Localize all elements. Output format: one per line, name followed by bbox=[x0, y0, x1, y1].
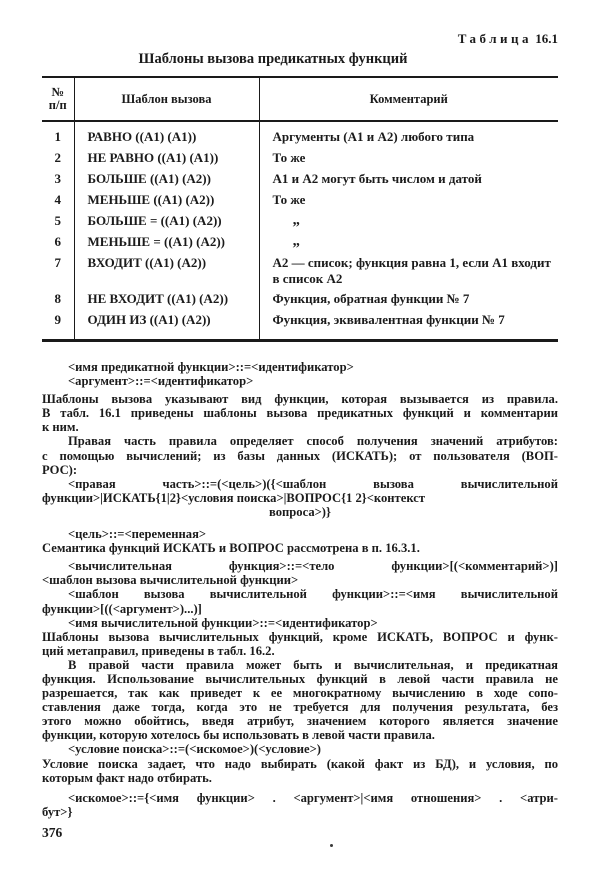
row-number-cell: 7 bbox=[42, 252, 74, 288]
comment-cell: А1 и А2 могут быть числом и датой bbox=[272, 171, 482, 186]
row-number-cell: 2 bbox=[42, 147, 74, 168]
table-body bbox=[42, 121, 558, 341]
text-line: разрешается, так как приведет к ее многократному вычислению в ходе сопо- bbox=[42, 686, 558, 701]
text-line: вопроса>)} bbox=[269, 504, 331, 519]
table-row bbox=[42, 288, 558, 309]
template-cell: РАВНО ((А1) (А1)) bbox=[74, 121, 259, 147]
table-caption-word: Таблица bbox=[457, 31, 532, 46]
column-header-num-line1: № bbox=[51, 85, 65, 99]
text-line: Шаблоны вызова указывают вид функции, которая вызывается из правила. bbox=[42, 392, 558, 407]
column-header-num-line2: п/п bbox=[48, 98, 67, 112]
table-row bbox=[42, 231, 558, 252]
table-header bbox=[42, 77, 558, 121]
text-line: <имя предикатной функции>::=<идентификатор> bbox=[68, 360, 354, 374]
row-number-cell: 5 bbox=[42, 210, 74, 231]
text-line: <цель>::=<переменная> bbox=[68, 527, 207, 542]
comment-cell: Функция, обратная функции № 7 bbox=[272, 291, 470, 306]
text-line: Семантика функций ИСКАТЬ и ВОПРОС рассмотрена в п. 16.3.1. bbox=[42, 541, 420, 556]
comment-cell: „ bbox=[292, 233, 300, 249]
ink-speck bbox=[330, 844, 333, 847]
text-line: к ним. bbox=[42, 420, 79, 435]
comment-cell: Аргументы (А1 и А2) любого типа bbox=[272, 129, 475, 144]
column-header-template: Шаблон вызова bbox=[74, 77, 259, 121]
text-line: функции, которую хотелось бы использовать в левой части правила. bbox=[42, 728, 435, 743]
comment-cell: А2 — список; функция равна 1, если А1 входит в список А2 bbox=[272, 255, 551, 286]
text-line: этого можно обойтись, введя атрибут, значением которого является значение bbox=[42, 714, 558, 729]
text-line: В табл. 16.1 приведены шаблоны вызова предикатных функций и комментарии bbox=[42, 406, 558, 421]
table-row bbox=[42, 147, 558, 168]
text-line: Условие поиска задает, что надо выбирать (какой факт из БД), и условия, по bbox=[42, 756, 558, 771]
table-caption-number: 16.1 bbox=[535, 31, 558, 46]
template-cell: ОДИН ИЗ ((А1) (А2)) bbox=[74, 309, 259, 341]
table-caption bbox=[42, 32, 558, 46]
template-cell: БОЛЬШЕ ((А1) (А2)) bbox=[74, 168, 259, 189]
row-number-cell: 8 bbox=[42, 288, 74, 309]
page-content bbox=[42, 32, 558, 819]
text-line: с помощью вычислений; из базы данных (ИСКАТЬ); от пользователя (ВОП- bbox=[42, 448, 558, 463]
table-row bbox=[42, 252, 558, 288]
table-row bbox=[42, 121, 558, 147]
text-line: <вычислительная функция>::=<тело функции>[(<комментарий>)] bbox=[68, 559, 558, 574]
row-number-cell: 4 bbox=[42, 189, 74, 210]
text-line: бут>} bbox=[42, 804, 73, 819]
comment-cell: То же bbox=[272, 150, 306, 165]
text-line: которым факт надо отбирать. bbox=[42, 770, 212, 785]
table-row bbox=[42, 309, 558, 341]
text-line: Правая часть правила определяет способ получения значений атрибутов: bbox=[68, 434, 558, 449]
comment-cell: „ bbox=[292, 212, 300, 228]
body-text bbox=[42, 360, 558, 819]
text-line: РОС): bbox=[42, 462, 78, 477]
text-line: <шаблон вызова вычислительной функции>::=<имя вычислительной bbox=[68, 587, 558, 602]
template-cell: НЕ ВХОДИТ ((А1) (А2)) bbox=[74, 288, 259, 309]
page-number: 376 bbox=[42, 825, 63, 840]
text-line: ставления даже тогда, когда это не требуется для получения результата, без bbox=[42, 700, 558, 715]
predicate-functions-table bbox=[42, 76, 558, 342]
text-line: <правая часть>::=(<цель>)({<шаблон вызова вычислительной bbox=[68, 476, 558, 491]
text-line: <аргумент>::=<идентификатор> bbox=[68, 374, 254, 389]
document-title: Шаблоны вызова предикатных функций bbox=[138, 51, 408, 67]
row-number-cell: 9 bbox=[42, 309, 74, 341]
comment-cell: То же bbox=[272, 192, 306, 207]
text-line: Шаблоны вызова вычислительных функций, кроме ИСКАТЬ, ВОПРОС и функ- bbox=[42, 629, 558, 644]
table-header-row bbox=[42, 77, 558, 121]
text-line: ций метаправил, приведены в табл. 16.2. bbox=[42, 643, 275, 658]
text-line: В правой части правила может быть и вычислительная, и предикатная bbox=[68, 657, 558, 672]
comment-cell: Функция, эквивалентная функции № 7 bbox=[272, 312, 505, 327]
row-number-cell: 3 bbox=[42, 168, 74, 189]
table-row bbox=[42, 168, 558, 189]
column-header-comment: Комментарий bbox=[259, 77, 558, 121]
template-cell: МЕНЬШЕ ((А1) (А2)) bbox=[74, 189, 259, 210]
text-line: <имя вычислительной функции>::=<идентификатор> bbox=[68, 615, 378, 630]
text-line: функция. Использование вычислительных функций в левой части правила не bbox=[42, 671, 558, 686]
row-number-cell: 6 bbox=[42, 231, 74, 252]
text-line: функции>|ИСКАТЬ{1|2}<условия поиска>|ВОПРОС{1 2}<контекст bbox=[42, 490, 426, 505]
template-cell: БОЛЬШЕ = ((А1) (А2)) bbox=[74, 210, 259, 231]
text-line: <условие поиска>::=(<искомое>)(<условие>) bbox=[68, 742, 321, 757]
template-cell: МЕНЬШЕ = ((А1) (А2)) bbox=[74, 231, 259, 252]
text-line: <шаблон вызова вычислительной функции> bbox=[42, 573, 299, 588]
template-cell: НЕ РАВНО ((А1) (А1)) bbox=[74, 147, 259, 168]
table-row bbox=[42, 210, 558, 231]
text-line: <искомое>::={<имя функции> . <аргумент>|<имя отношения> . <атри- bbox=[68, 790, 558, 805]
table-row bbox=[42, 189, 558, 210]
row-number-cell: 1 bbox=[42, 121, 74, 147]
template-cell: ВХОДИТ ((А1) (А2)) bbox=[74, 252, 259, 288]
text-line: функции>[((<аргумент>)...)] bbox=[42, 601, 202, 616]
column-header-num bbox=[42, 77, 74, 121]
